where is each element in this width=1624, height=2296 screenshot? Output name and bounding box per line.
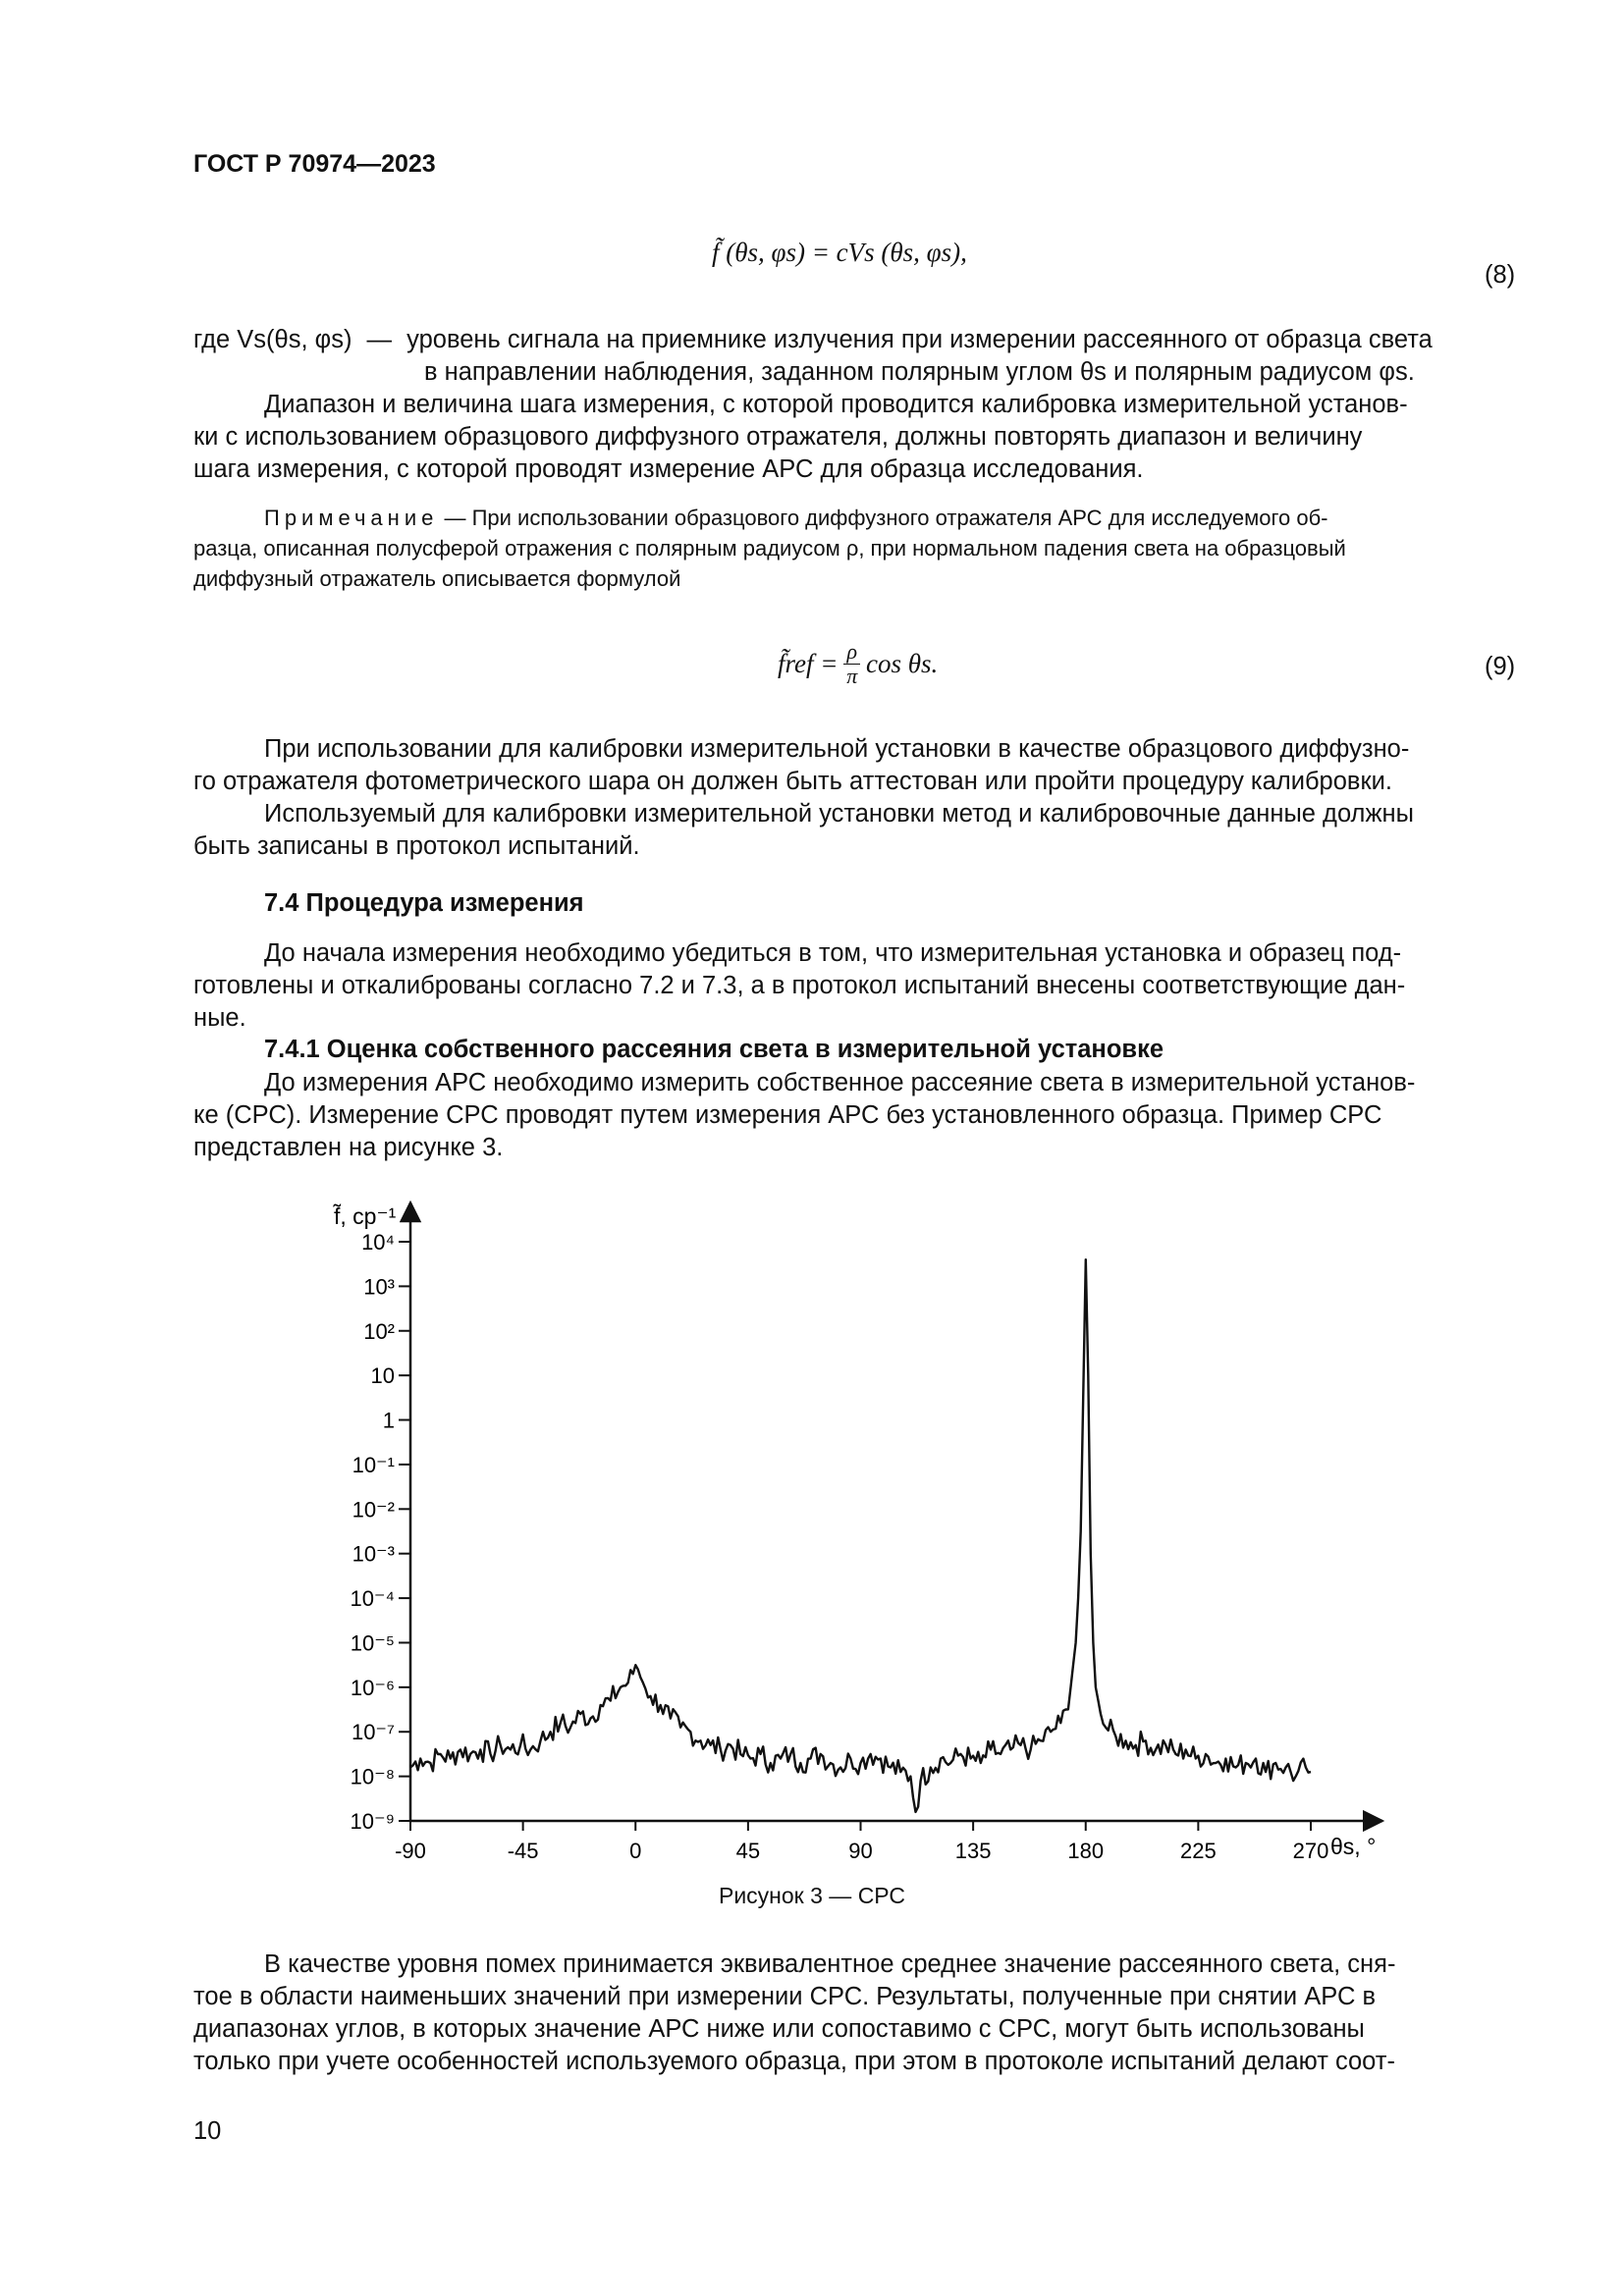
eq9-rhs: cos θs. (866, 649, 939, 678)
method-line-1: Используемый для калибровки измерительной установки метод и калибровочные данные должны (264, 800, 1414, 828)
x-tick-label: -90 (395, 1839, 426, 1863)
crc-line-1: До измерения АРС необходимо измерить собственное рассеяние света в измерительной установ- (264, 1069, 1416, 1096)
crc-line-2: ке (СРС). Измерение СРС проводят путем измерения АРС без установленного образца. Пример СРС (193, 1101, 1382, 1129)
y-tick-label: 10⁻⁸ (350, 1764, 395, 1789)
before-line-2: готовлены и откалиброваны согласно 7.2 и 7.3, а в протокол испытаний внесены соответствующие дан- (193, 972, 1406, 999)
y-tick-label: 10⁴ (361, 1230, 395, 1255)
eq9-denominator: π (846, 664, 858, 688)
paragraph-method (193, 798, 1526, 863)
figure-3-chart (324, 1188, 1404, 1875)
x-tick-label: 45 (735, 1839, 761, 1863)
eq9-fraction (843, 640, 860, 688)
where-line-2: в направлении наблюдения, заданном полярным углом θs и полярным радиусом φs. (424, 358, 1415, 386)
y-tick-label: 10⁻⁴ (350, 1586, 395, 1612)
note-line-2: разца, описанная полусферой отражения с полярным радиусом ρ, при нормальном падения света на образцовый (193, 536, 1346, 561)
equation-9-number: (9) (1485, 653, 1516, 680)
before-line-3: ные. (193, 1004, 246, 1032)
paragraph-before (193, 937, 1526, 1035)
y-tick-label: 10 (370, 1363, 395, 1389)
y-tick-label: 10³ (363, 1274, 395, 1300)
method-line-2: быть записаны в протокол испытаний. (193, 832, 640, 860)
x-axis-label: θs, ° (1330, 1834, 1377, 1859)
x-tick-label: 90 (848, 1839, 873, 1863)
where-lead: где Vs(θs, φs) (193, 326, 352, 353)
section-7-4-1-title: 7.4.1 Оценка собственного рассеяния света в измерительной установке (264, 1036, 1164, 1063)
document-header: ГОСТ Р 70974—2023 (193, 150, 436, 178)
x-tick-label: 180 (1067, 1839, 1105, 1863)
y-tick-label: 10⁻¹ (352, 1452, 395, 1477)
sphere-line-1: При использовании для калибровки измерительной установки в качестве образцового диффузно- (264, 735, 1410, 763)
noise-line-4: только при учете особенностей используемого образца, при этом в протоколе испытаний делают соот- (193, 2048, 1395, 2075)
paragraph-range (193, 389, 1526, 486)
equation-9 (778, 640, 938, 688)
y-tick-label: 10⁻⁹ (350, 1809, 395, 1834)
y-tick-label: 10⁻³ (352, 1541, 395, 1567)
note-label: Примечание (264, 506, 439, 530)
paragraph-sphere (193, 733, 1526, 798)
eq9-numerator: ρ (843, 640, 860, 665)
paragraph-noise (193, 1949, 1526, 2078)
noise-line-2: тое в области наименьших значений при измерении СРС. Результаты, полученные при снятии АРС в (193, 1983, 1377, 2010)
where-clause (193, 324, 1499, 389)
figure-caption: Рисунок 3 — СРС (718, 1883, 905, 1908)
section-7-4-title: 7.4 Процедура измерения (264, 889, 584, 917)
x-tick-label: 225 (1180, 1839, 1217, 1863)
y-tick-label: 10⁻⁷ (351, 1720, 395, 1745)
x-tick-label: -45 (507, 1839, 539, 1863)
crc-series-line (410, 1259, 1311, 1812)
x-tick-label: 270 (1292, 1839, 1329, 1863)
range-line-2: ки с использованием образцового диффузного отражателя, должны повторять диапазон и величину (193, 423, 1363, 451)
eq9-lhs: f̃ref = (778, 649, 839, 678)
y-tick-label: 1 (382, 1408, 395, 1433)
paragraph-crc (193, 1067, 1526, 1164)
y-tick-label: 10⁻⁵ (350, 1630, 395, 1656)
y-tick-label: 10⁻² (352, 1497, 395, 1522)
noise-line-1: В качестве уровня помех принимается эквивалентное среднее значение рассеянного света, сня- (264, 1950, 1396, 1978)
note-block (193, 503, 1526, 594)
where-dash: — (366, 326, 393, 353)
note-line-1: — При использовании образцового диффузного отражателя АРС для исследуемого об- (444, 506, 1328, 530)
y-axis-label: f̃, ср⁻¹ (334, 1203, 397, 1229)
range-line-3: шага измерения, с которой проводят измерение АРС для образца исследования. (193, 455, 1144, 483)
x-tick-label: 135 (954, 1839, 992, 1863)
where-line-1: уровень сигнала на приемнике излучения при измерении рассеянного от образца света (406, 326, 1433, 353)
equation-8: f̃ (θs, φs) = cVs (θs, φs), (712, 238, 967, 267)
y-tick-label: 10² (363, 1318, 395, 1344)
page-number: 10 (193, 2117, 222, 2145)
noise-line-3: диапазонах углов, в которых значение АРС ниже или сопоставимо с СРС, могут быть использованы (193, 2015, 1365, 2043)
y-tick-label: 10⁻⁶ (350, 1675, 395, 1700)
equation-8-number: (8) (1485, 261, 1516, 289)
crc-line-3: представлен на рисунке 3. (193, 1134, 504, 1161)
sphere-line-2: го отражателя фотометрического шара он должен быть аттестован или пройти процедуру калибровки. (193, 768, 1392, 795)
note-line-3: диффузный отражатель описывается формулой (193, 566, 681, 591)
range-line-1: Диапазон и величина шага измерения, с которой проводится калибровка измерительной установ- (264, 391, 1408, 418)
before-line-1: До начала измерения необходимо убедиться в том, что измерительная установка и образец под- (264, 939, 1402, 967)
x-tick-label: 0 (629, 1839, 642, 1863)
